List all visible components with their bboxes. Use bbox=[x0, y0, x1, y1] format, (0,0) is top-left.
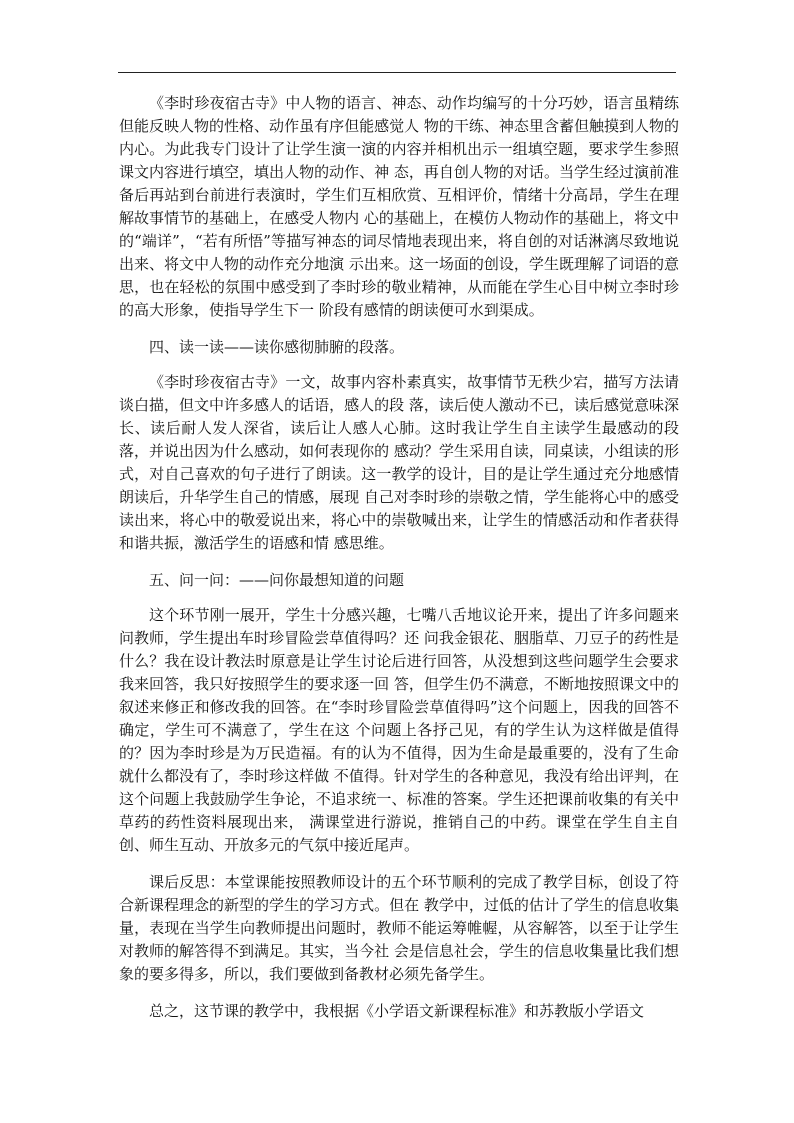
section-heading-read: 四、读一读——读你感彻肺腑的段落。 bbox=[149, 338, 405, 356]
paragraph-reflection: 课后反思：本堂课能按照教师设计的五个环节顺利的完成了教学目标，创设了符合新课程理念的新型的学生的学习方式。但在 教学中，过低的估计了学生的信息收集量，表现在当学生向教师提出问题时，教师不能运筹帷幄，从容解答，以至于让学生对教师的解答得不到满足。其实，当今社 会是信息社会，学生的信息收集量比我们想象的要多得多，所以，我们要做到备教材必须先备学生。 bbox=[119, 873, 679, 983]
paragraph-reading: 《李时珍夜宿古寺》一文，故事内容朴素真实，故事情节无秩少宕，描写方法请谈白描，但文中许多感人的话语，感人的段 落，读后使人激动不已，读后感觉意味深长、读后耐人发人深省，读后让人感人心肺。这时我让学生自主读学生最感动的段落，并说出因为什么感动，如何表现你的 感动？学生采用自读，同桌读，小组读的形式，对自己喜欢的句子进行了朗读。这一教学的设计，目的是让学生通过充分地感情朗读后，升华学生自己的情感，展现 自己对李时珍的崇敬之情，学生能将心中的感受读出来，将心中的敬爱说出来，将心中的崇敬喊出来，让学生的情感活动和作者获得和谐共振，激活学生的语感和情 感思维。 bbox=[119, 373, 679, 552]
paragraph-questions: 这个环节刚一展开，学生十分感兴趣，七嘴八舌地议论开来，提出了许多问题来问教师，学生提出车时珍冒险尝草值得吗？还 问我金银花、胭脂草、刀豆子的药性是什么？我在设计教法时原意是让学生讨论后进行回答，从没想到这些问题学生会要求我来回答，我只好按照学生的要求逐一回 答，但学生仍不满意，不断地按照课文中的叙述来修正和修改我的回答。在“李时珍冒险尝草值得吗”这个问题上，因我的回答不确定，学生可不满意了，学生在这 个问题上各抒己见，有的学生认为这样做是值得的？因为李时珍是为万民造福。有的认为不值得，因为生命是最重要的，没有了生命就什么都没有了，李时珍这样做 不值得。针对学生的各种意见，我没有给出评判，在这个问题上我鼓励学生争论，不追求统一、标准的答案。学生还把课前收集的有关中草药的药性资料展现出来， 满课堂进行游说，推销自己的中药。课堂在学生自主自创、师生互动、开放多元的气氛中接近尾声。 bbox=[119, 606, 679, 854]
section-heading-ask: 五、问一问：——问你最想知道的问题 bbox=[149, 571, 405, 589]
paragraph-performance: 《李时珍夜宿古寺》中人物的语言、神态、动作均编写的十分巧妙，语言虽精练但能反映人物的性格、动作虽有序但能感觉人 物的干练、神态里含蓄但触摸到人物的内心。为此我专门设计了让学生演一演的内容并相机出示一组填空题，要求学生参照课文内容进行填空，填出人物的动作、神 态，再自创人物的对话。当学生经过演前准备后再站到台前进行表演时，学生们互相欣赏、互相评价，情绪十分高昂，学生在理解故事情节的基础上，在感受人物内 心的基础上，在模仿人物动作的基础上，将文中的“端详”，“若有所悟”等描写神态的词尽情地表现出来，将自创的对话淋漓尽致地说出来、将文中人物的动作充分地演 示出来。这一场面的创设，学生既理解了词语的意思，也在轻松的氛围中感受到了李时珍的敬业精神，从而能在学生心目中树立李时珍的高大形象，使指导学生下一 阶段有感情的朗读便可水到渠成。 bbox=[119, 94, 679, 319]
header-rule bbox=[118, 72, 676, 73]
document-body bbox=[119, 92, 679, 1037]
paragraph-summary: 总之，这节课的教学中，我根据《小学语文新课程标准》和苏教版小学语文 bbox=[149, 1002, 645, 1020]
